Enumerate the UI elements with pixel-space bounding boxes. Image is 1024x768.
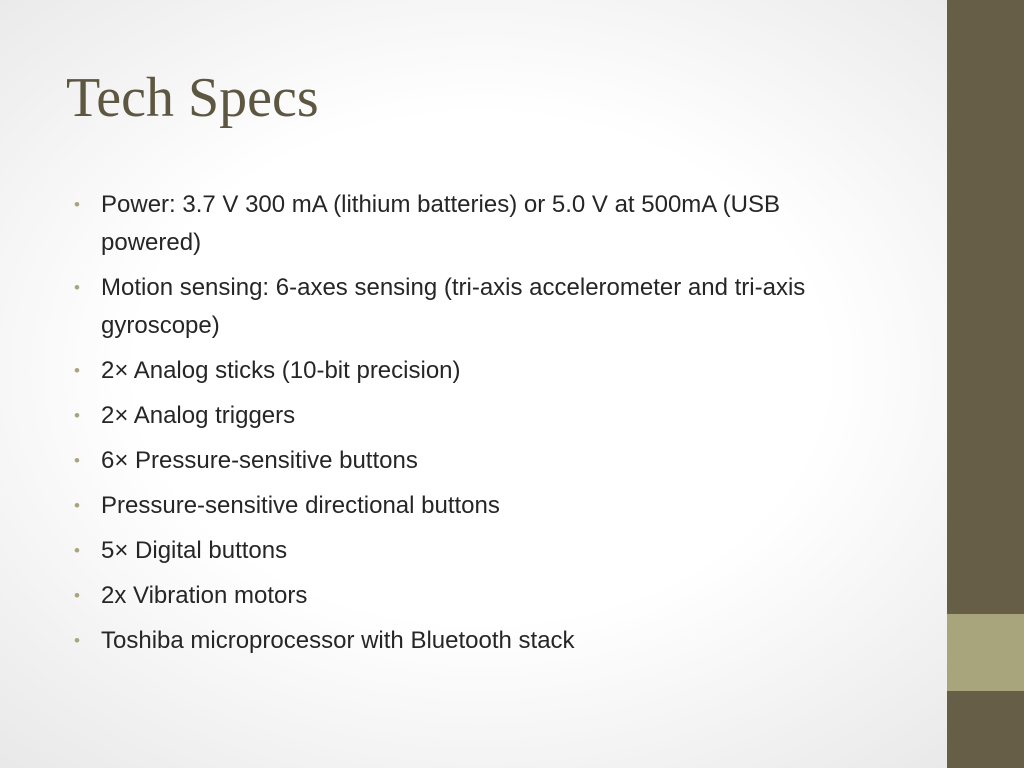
bullet-item [74,269,884,345]
bullet-text: Power: 3.7 V 300 mA (lithium batteries) or 5.0 V at 500mA (USB powered) [101,191,780,256]
bullet-item [74,397,884,435]
bullet-dot-icon: • [74,631,80,650]
bullet-text: 2× Analog sticks (10-bit precision) [101,357,461,384]
bullet-item [74,532,884,570]
bullet-dot-icon: • [74,406,80,425]
bullet-item [74,186,884,262]
bullet-list [74,186,884,667]
bullet-dot-icon: • [74,451,80,470]
bullet-dot-icon: • [74,278,80,297]
bullet-text: Toshiba microprocessor with Bluetooth stack [101,627,575,654]
bullet-dot-icon: • [74,195,80,214]
slide-title: Tech Specs [66,67,319,129]
bullet-item [74,442,884,480]
bullet-dot-icon: • [74,361,80,380]
bullet-text: Motion sensing: 6-axes sensing (tri-axis accelerometer and tri-axis gyroscope) [101,274,806,339]
bullet-dot-icon: • [74,586,80,605]
side-accent-block [947,614,1024,691]
bullet-item [74,577,884,615]
bullet-item [74,352,884,390]
bullet-text: 2× Analog triggers [101,402,296,429]
bullet-dot-icon: • [74,496,80,515]
bullet-item [74,622,884,660]
bullet-text: 6× Pressure-sensitive buttons [101,447,418,474]
bullet-dot-icon: • [74,541,80,560]
bullet-item [74,487,884,525]
bullet-text: 5× Digital buttons [101,537,288,564]
bullet-text: 2x Vibration motors [101,582,308,609]
bullet-text: Pressure-sensitive directional buttons [101,492,500,519]
